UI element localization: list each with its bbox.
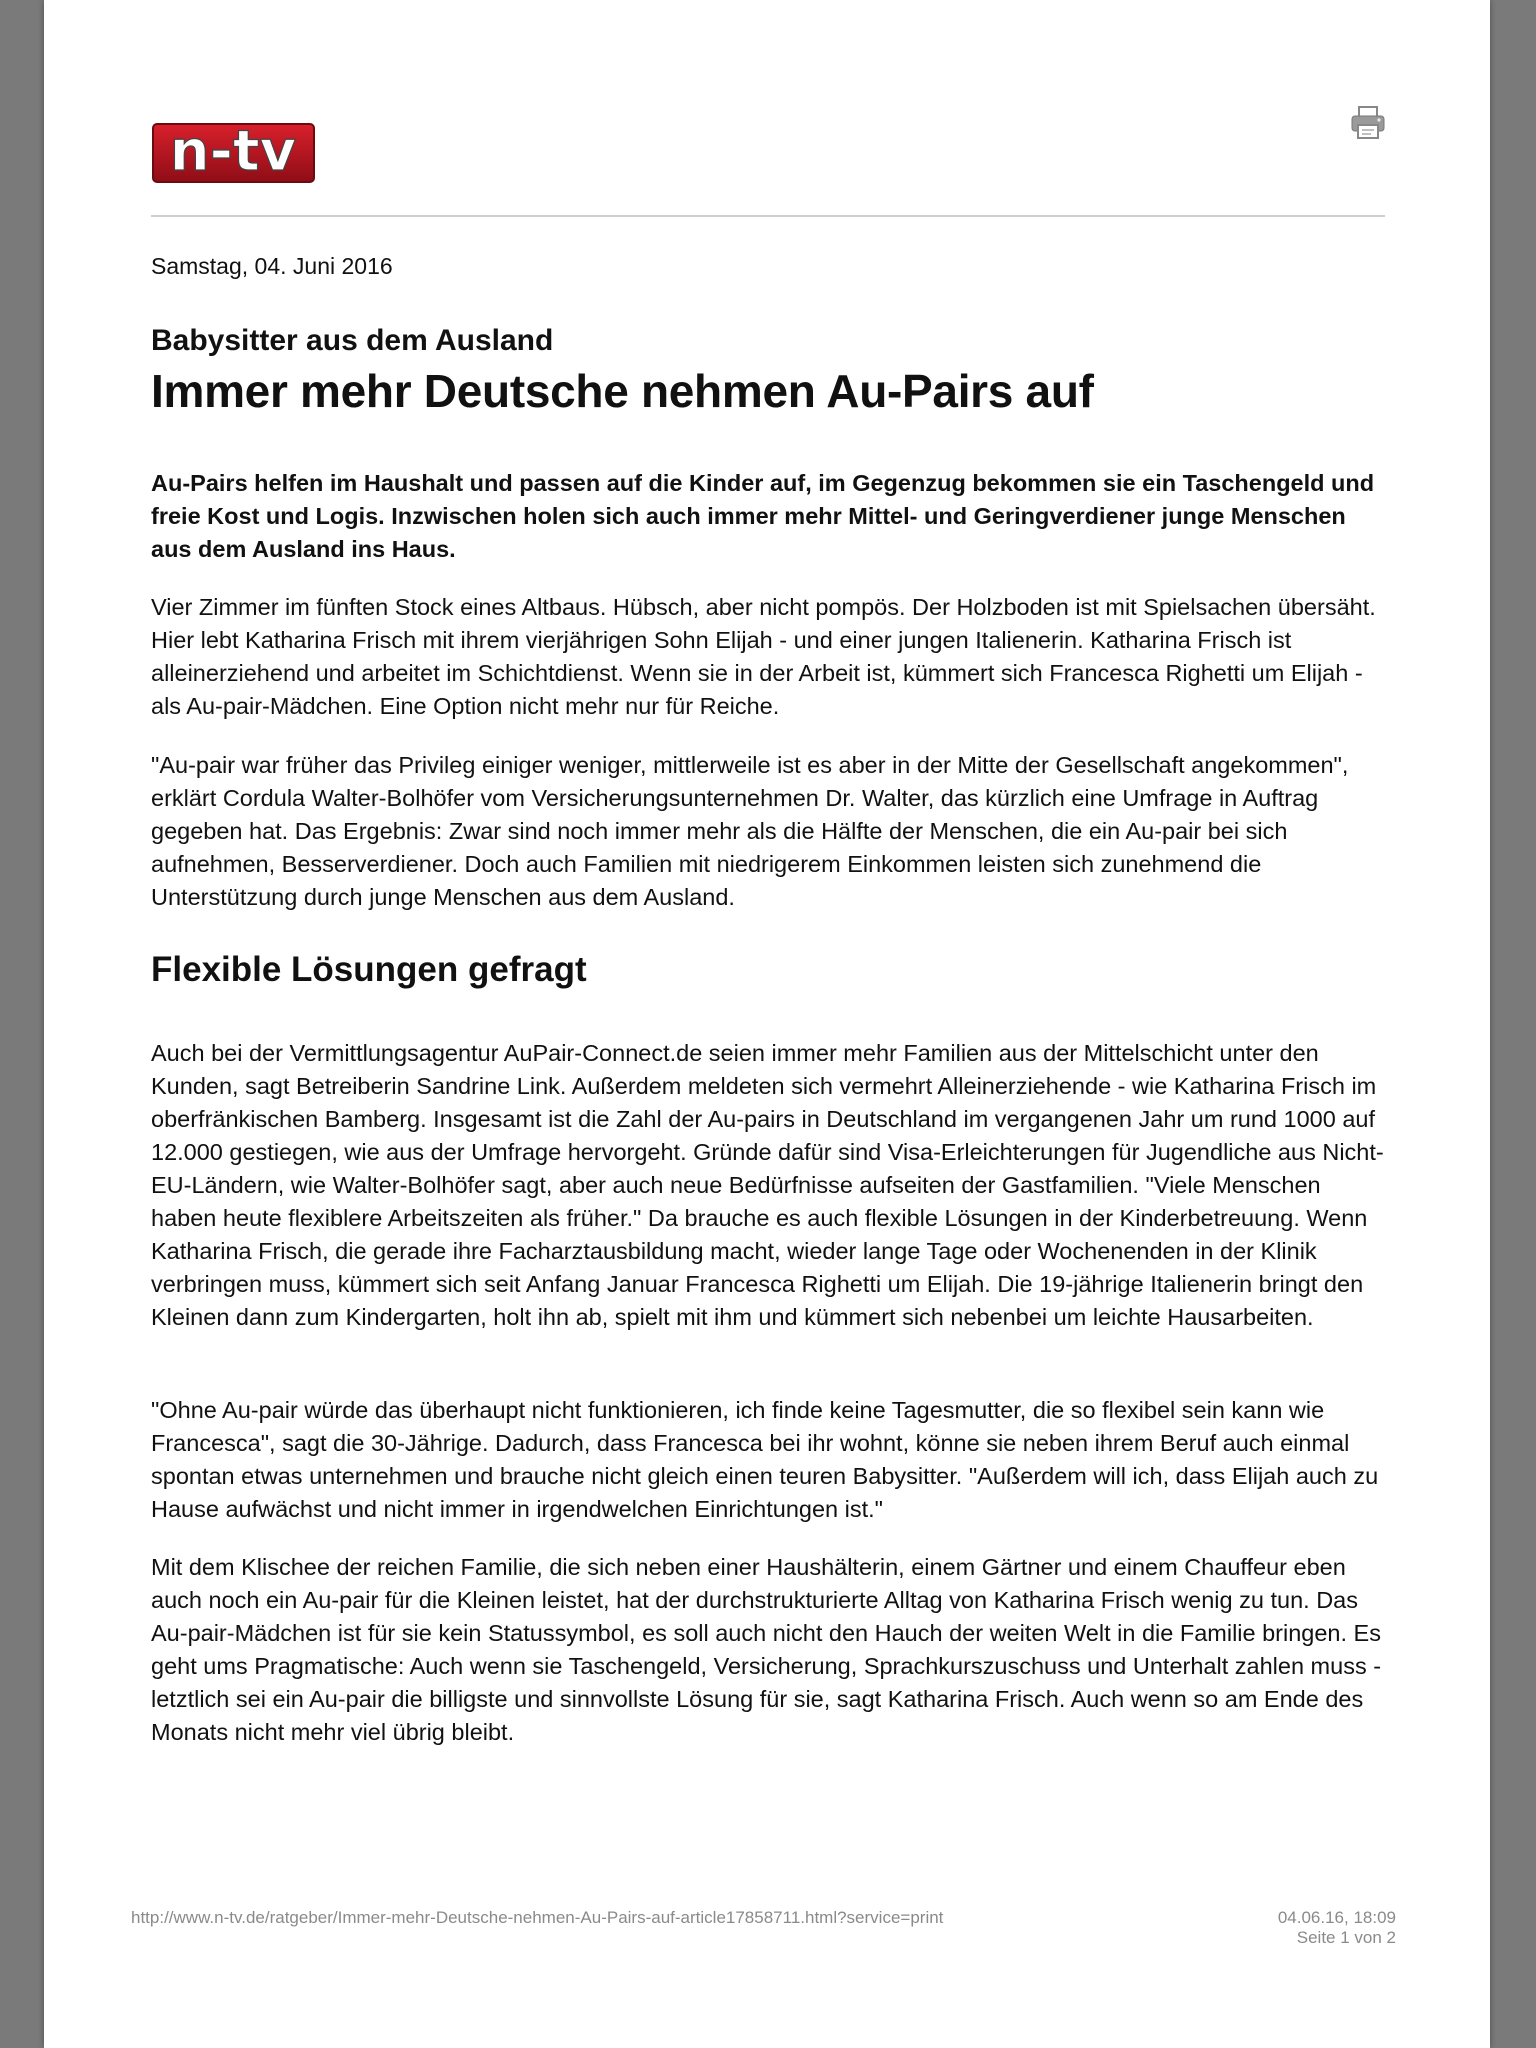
article-lead: Au-Pairs helfen im Haushalt und passen auf die Kinder auf, im Gegenzug bekommen sie ein Taschengeld und freie Kost und Logis. Inzwischen holen sich auch immer mehr Mittel- und Geringverdiener junge Menschen aus dem Ausland ins Haus. bbox=[151, 470, 1375, 562]
article-subheading: Flexible Lösungen gefragt bbox=[151, 950, 587, 989]
print-page bbox=[44, 0, 1490, 2048]
article-paragraph-1: Vier Zimmer im fünften Stock eines Altbaus. Hübsch, aber nicht pompös. Der Holzboden ist mit Spielsachen übersäht. Hier lebt Katharina Frisch mit ihrem vierjährigen Sohn Elijah - und einer jungen Italienerin. Katharina Frisch ist alleinerziehend und arbeitet im Schichtdienst. Wenn sie in der Arbeit ist, kümmert sich Francesca Righetti um Elijah - als Au-pair-Mädchen. Eine Option nicht mehr nur für Reiche. bbox=[151, 594, 1376, 719]
article-paragraph-2: "Au-pair war früher das Privileg einiger weniger, mittlerweile ist es aber in der Mitte der Gesellschaft angekommen", erklärt Cordula Walter-Bolhöfer vom Versicherungsunternehmen Dr. Walter, das kürzlich eine Umfrage in Auftrag gegeben hat. Das Ergebnis: Zwar sind noch immer mehr als die Hälfte der Menschen, die ein Au-pair bei sich aufnehmen, Besserverdiener. Doch auch Familien mit niedrigerem Einkommen leisten sich zunehmend die Unterstützung durch junge Menschen aus dem Ausland. bbox=[151, 752, 1349, 910]
printer-icon[interactable] bbox=[1350, 105, 1386, 141]
article-paragraph-4: "Ohne Au-pair würde das überhaupt nicht funktionieren, ich finde keine Tagesmutter, die so flexibel sein kann wie Francesca", sagt die 30-Jährige. Dadurch, dass Francesca bei ihr wohnt, könne sie neben ihrem Beruf auch einmal spontan etwas unternehmen und brauche nicht gleich einen teuren Babysitter. "Außerdem will ich, dass Elijah auch zu Hause aufwächst und nicht immer in irgendwelchen Einrichtungen ist." bbox=[151, 1397, 1379, 1522]
footer-url: http://www.n-tv.de/ratgeber/Immer-mehr-Deutsche-nehmen-Au-Pairs-auf-article17858711.html?service=print bbox=[131, 1908, 944, 1927]
footer-page-info: Seite 1 von 2 bbox=[1296, 1928, 1396, 1947]
footer-timestamp: 04.06.16, 18:09 bbox=[1277, 1908, 1396, 1927]
article-headline: Immer mehr Deutsche nehmen Au-Pairs auf bbox=[151, 365, 1094, 417]
article-date: Samstag, 04. Juni 2016 bbox=[151, 253, 393, 279]
article-kicker: Babysitter aus dem Ausland bbox=[151, 324, 554, 357]
header-divider bbox=[151, 215, 1385, 217]
article-paragraph-3: Auch bei der Vermittlungsagentur AuPair-Connect.de seien immer mehr Familien aus der Mittelschicht unter den Kunden, sagt Betreiberin Sandrine Link. Außerdem meldeten sich vermehrt Alleinerziehende - wie Katharina Frisch im oberfränkischen Bamberg. Insgesamt ist die Zahl der Au-pairs in Deutschland im vergangenen Jahr um rund 1000 auf 12.000 gestiegen, wie aus der Umfrage hervorgeht. Gründe dafür sind Visa-Erleichterungen für Jugendliche aus Nicht-EU-Ländern, wie Walter-Bolhöfer sagt, aber auch neue Bedürfnisse aufseiten der Gastfamilien. "Viele Menschen haben heute flexiblere Arbeitszeiten als früher." Da brauche es auch flexible Lösungen in der Kinderbetreuung. Wenn Katharina Frisch, die gerade ihre Facharztausbildung macht, wieder lange Tage oder Wochenenden in der Klinik verbringen muss, kümmert sich seit Anfang Januar Francesca Righetti um Elijah. Die 19-jährige Italienerin bringt den Kleinen dann zum Kindergarten, holt ihn ab, spielt mit ihm und kümmert sich nebenbei um leichte Hausarbeiten. bbox=[151, 1040, 1384, 1330]
footer-meta bbox=[1278, 1908, 1396, 1948]
logo-text: n-tv bbox=[169, 119, 297, 184]
article-paragraph-5: Mit dem Klischee der reichen Familie, die sich neben einer Haushälterin, einem Gärtner und einem Chauffeur eben auch noch ein Au-pair für die Kleinen leistet, hat der durchstrukturierte Alltag von Katharina Frisch wenig zu tun. Das Au-pair-Mädchen ist für sie kein Statussymbol, es soll auch nicht den Hauch der weiten Welt in die Familie bringen. Es geht ums Pragmatische: Auch wenn sie Taschengeld, Versicherung, Sprachkurszuschuss und Unterhalt zahlen muss - letztlich sei ein Au-pair die billigste und sinnvollste Lösung für sie, sagt Katharina Frisch. Auch wenn so am Ende des Monats nicht mehr viel übrig bleibt. bbox=[151, 1554, 1382, 1745]
ntv-logo bbox=[151, 110, 316, 184]
